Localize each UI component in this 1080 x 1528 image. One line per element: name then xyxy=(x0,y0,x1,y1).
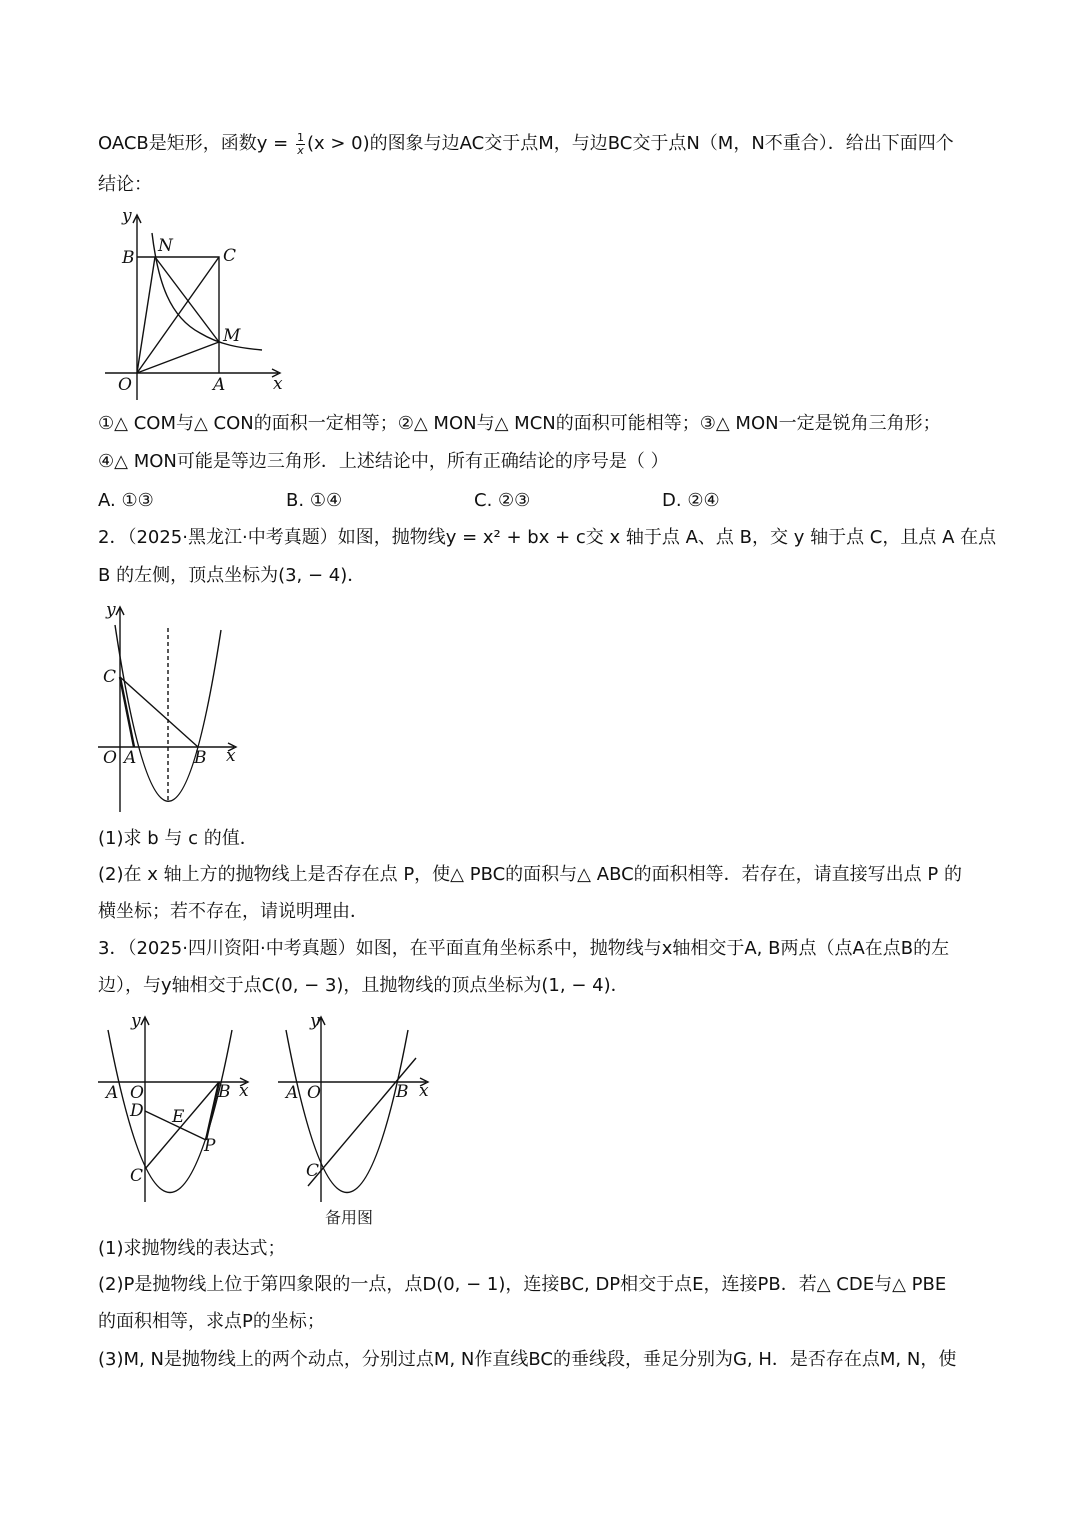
q2-figure xyxy=(98,600,248,815)
q3-part-1: (1)求抛物线的表达式； xyxy=(98,1238,286,1259)
option-key: D. xyxy=(662,490,682,511)
label-d: D xyxy=(130,1101,144,1121)
q3-stem-line-2: 边），与y轴相交于点C(0, − 3)，且抛物线的顶点坐标为(1, − 4)． xyxy=(98,975,629,996)
q3-part-2-line-1: (2)P是抛物线上位于第四象限的一点，点D(0, − 1)，连接BC, DP相交于点E，连接PB．若△ CDE与△ PBE xyxy=(98,1274,947,1295)
label-x: x xyxy=(273,374,283,394)
label-c: C xyxy=(223,246,237,266)
q1-statements-line-1: ①△ COM与△ CON的面积一定相等；②△ MON与△ MCN的面积可能相等；③△ MON一定是锐角三角形； xyxy=(98,413,941,434)
label-o: O xyxy=(118,375,132,395)
label-a: A xyxy=(286,1083,299,1103)
label-n: N xyxy=(158,236,173,256)
option-key: C. xyxy=(474,490,493,511)
segment-oc xyxy=(137,257,219,373)
label-p: P xyxy=(204,1136,216,1156)
label-y: y xyxy=(310,1011,320,1031)
option-text: ②③ xyxy=(498,490,531,511)
label-o: O xyxy=(130,1083,144,1103)
option-key: B. xyxy=(286,490,305,511)
label-x: x xyxy=(419,1081,429,1101)
q2-part-2-line-2: 横坐标；若不存在，请说明理由． xyxy=(98,901,368,922)
q2-stem-line-1: 2．（2025·黑龙江·中考真题）如图，抛物线y = x² + bx + c交 x 轴于点 A、点 B，交 y 轴于点 C，且点 A 在点 xyxy=(98,527,997,548)
q2-part-1: (1)求 b 与 c 的值． xyxy=(98,828,258,849)
q3-figure-2-caption: 备用图 xyxy=(325,1208,374,1227)
label-m: M xyxy=(223,326,241,346)
q3-figure-1 xyxy=(96,1010,261,1210)
fraction-denominator: x xyxy=(297,143,304,157)
label-a: A xyxy=(106,1083,119,1103)
option-text: ②④ xyxy=(687,490,720,511)
label-o: O xyxy=(103,748,117,768)
label-y: y xyxy=(122,206,132,226)
q2-part-2-line-1: (2)在 x 轴上方的抛物线上是否存在点 P，使△ PBC的面积与△ ABC的面积相等．若存在，请直接写出点 P 的 xyxy=(98,864,962,885)
q1-statements-line-2: ④△ MON可能是等边三角形．上述结论中，所有正确结论的序号是（ ） xyxy=(98,451,669,472)
segment-on xyxy=(137,257,155,373)
q1-intro-line-1 xyxy=(98,131,954,157)
q2-stem-line-2: B 的左侧，顶点坐标为(3, − 4)． xyxy=(98,565,366,586)
label-y: y xyxy=(106,600,116,620)
label-x: x xyxy=(226,746,236,766)
label-e: E xyxy=(172,1107,185,1127)
q1-figure xyxy=(100,205,300,405)
q1-option-d[interactable] xyxy=(662,488,720,514)
label-b: B xyxy=(218,1082,231,1102)
q3-stem-line-1: 3．（2025·四川资阳·中考真题）如图，在平面直角坐标系中，抛物线与x轴相交于A, B两点（点A在点B的左 xyxy=(98,938,950,959)
fraction xyxy=(296,132,305,157)
q3-part-3-line-1: (3)M, N是抛物线上的两个动点，分别过点M, N作直线BC的垂线段，垂足分别为G, H．是否存在点M, N，使 xyxy=(98,1349,957,1370)
label-o: O xyxy=(307,1083,321,1103)
option-text: ①④ xyxy=(309,490,343,511)
q3-figure-2 xyxy=(276,1010,441,1210)
label-b: B xyxy=(396,1082,409,1102)
q1-intro-b: (x > 0)的图象与边AC交于点M，与边BC交于点N（M，N不重合）．给出下面四个 xyxy=(306,133,954,154)
q1-option-a[interactable] xyxy=(98,488,154,514)
label-a: A xyxy=(213,375,226,395)
label-c: C xyxy=(306,1161,320,1181)
option-text: ①③ xyxy=(121,490,154,511)
label-y: y xyxy=(131,1011,141,1031)
q1-intro-a: OACB是矩形，函数y = xyxy=(98,133,294,154)
fraction-numerator: 1 xyxy=(296,130,304,144)
option-key: A. xyxy=(98,490,116,511)
label-c: C xyxy=(103,667,117,687)
q3-part-2-line-2: 的面积相等，求点P的坐标； xyxy=(98,1311,325,1332)
label-b: B xyxy=(122,248,135,268)
q1-intro-line-2: 结论： xyxy=(98,174,152,195)
label-a: A xyxy=(124,748,137,768)
segment-om xyxy=(137,342,219,373)
q1-option-c[interactable] xyxy=(474,488,530,514)
line-bc xyxy=(308,1058,416,1186)
parabola xyxy=(286,1030,408,1193)
q1-option-b[interactable] xyxy=(286,488,342,514)
label-c: C xyxy=(130,1166,144,1186)
label-x: x xyxy=(239,1081,249,1101)
label-b: B xyxy=(194,748,207,768)
